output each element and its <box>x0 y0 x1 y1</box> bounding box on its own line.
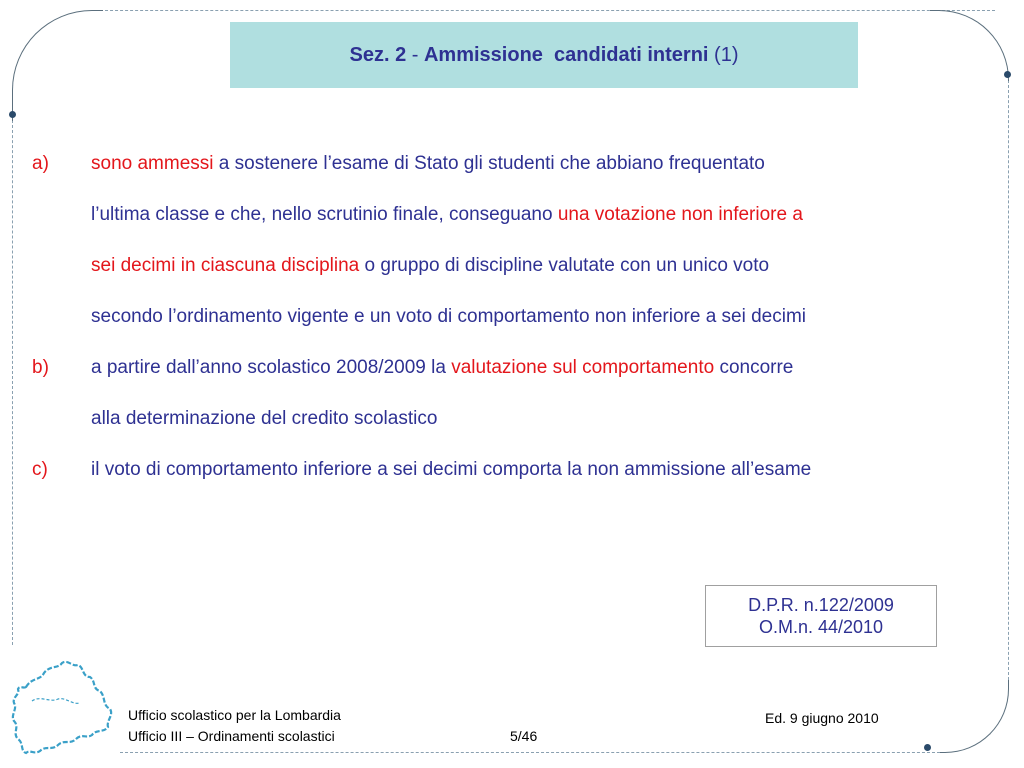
body-text: l’ultima classe e che, nello scrutinio finale, conseguano <box>91 204 558 225</box>
highlighted-text: sei decimi in ciascuna disciplina <box>91 255 360 276</box>
highlighted-text: una votazione non inferiore a <box>557 204 803 225</box>
list-item-line <box>91 138 1017 189</box>
requirements-list <box>32 138 1017 495</box>
list-item <box>32 138 1017 342</box>
body-text: alla determinazione del credito scolastico <box>91 408 438 429</box>
frame-corner-bottom-right <box>940 680 1009 753</box>
body-text: il voto di comportamento inferiore a sei decimi comporta la non ammissione all’esame <box>91 459 812 480</box>
frame-corner-top-right <box>930 10 1009 81</box>
list-item-marker: b) <box>32 357 49 378</box>
body-text: a partire dall’anno scolastico 2008/2009 la <box>91 357 452 378</box>
frame-dot-bottom <box>924 744 931 751</box>
list-item-marker: a) <box>32 153 49 174</box>
frame-corner-top-left <box>12 10 103 121</box>
frame-left-border <box>12 115 13 645</box>
body-text: a sostenere l’esame di Stato gli studenti che abbiano frequentato <box>213 153 765 174</box>
list-item-line <box>91 291 1017 342</box>
list-item <box>32 342 1017 444</box>
title-suffix: (1) <box>708 43 739 66</box>
footer-office <box>128 705 341 747</box>
list-item-line <box>91 393 1017 444</box>
footer-office-line2: Ufficio III – Ordinamenti scolastici <box>128 728 335 744</box>
footer-office-line1: Ufficio scolastico per la Lombardia <box>128 707 341 723</box>
legal-reference-box <box>705 585 937 647</box>
list-item-marker: c) <box>32 459 48 480</box>
reference-dpr: D.P.R. n.122/2009 <box>748 595 894 615</box>
footer-edition-date: Ed. 9 giugno 2010 <box>765 710 879 726</box>
list-item-line <box>91 240 1017 291</box>
title-section: Sez. 2 <box>349 43 407 66</box>
body-text: o gruppo di discipline valutate con un unico voto <box>359 255 770 276</box>
frame-dot-right <box>1004 71 1011 78</box>
body-text: concorre <box>714 357 794 378</box>
frame-top-border <box>95 10 995 11</box>
highlighted-text: sono ammessi <box>91 153 214 174</box>
list-item-line <box>91 342 1017 393</box>
footer-page-number: 5/46 <box>510 728 538 744</box>
slide-title <box>230 22 858 88</box>
body-text: secondo l’ordinamento vigente e un voto di comportamento non inferiore a sei decimi <box>91 306 807 327</box>
title-dash: - <box>406 43 424 66</box>
frame-dot-left <box>9 111 16 118</box>
list-item-line <box>91 189 1017 240</box>
title-main: Ammissione candidati interni <box>423 43 709 66</box>
frame-bottom-border <box>120 752 940 753</box>
list-item <box>32 444 1017 495</box>
reference-om: O.M.n. 44/2010 <box>758 617 884 637</box>
list-item-line <box>91 444 1017 495</box>
lombardy-map-icon <box>6 655 118 763</box>
highlighted-text: valutazione sul comportamento <box>451 357 715 378</box>
